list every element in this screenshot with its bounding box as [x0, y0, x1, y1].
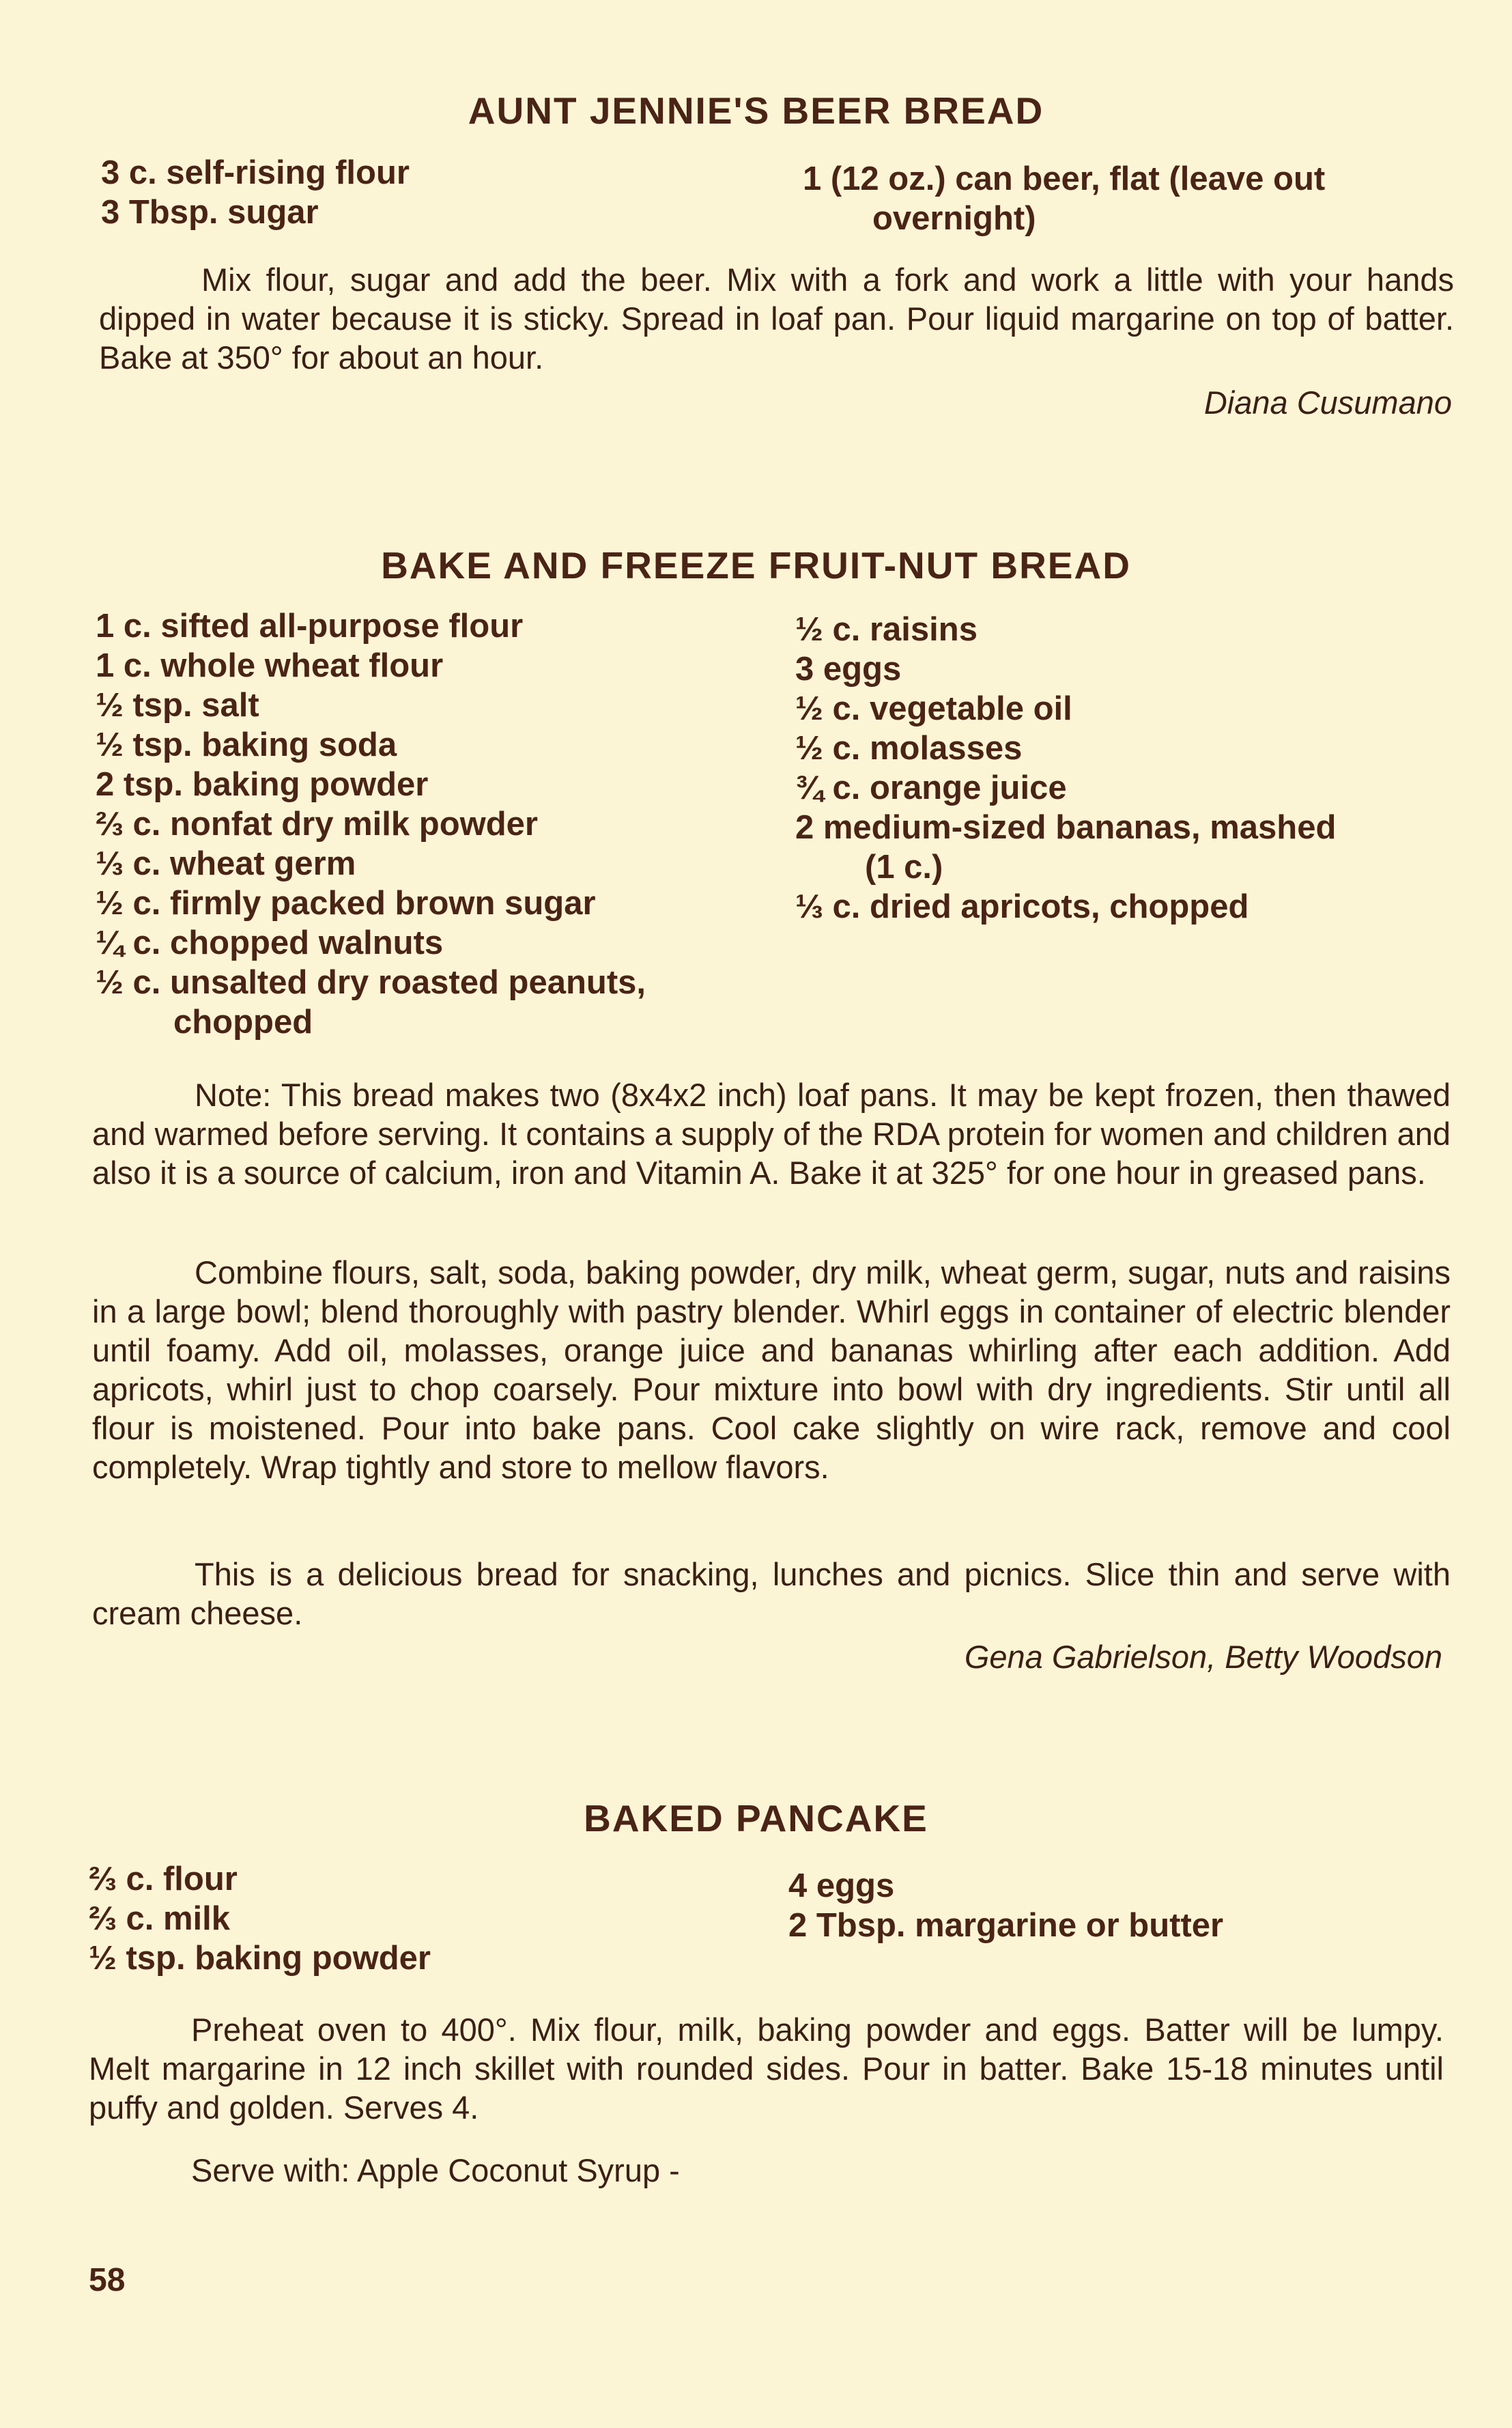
ingredient: 2 medium-sized bananas, mashed [795, 809, 1337, 846]
instructions-paragraph: Preheat oven to 400°. Mix flour, milk, baking powder and eggs. Batter will be lumpy. Melt margarine in 12 inch skillet with rounded sides. Pour in batter. Bake 15-18 minutes until puffy and golden. Serves 4. [89, 2011, 1444, 2126]
ingredient: ⅓ c. dried apricots, chopped [795, 888, 1249, 925]
ingredient: ½ c. firmly packed brown sugar [96, 885, 596, 922]
ingredient: 4 eggs [788, 1867, 895, 1904]
ingredients-left [96, 606, 646, 1042]
ingredient: ¼ c. chopped walnuts [96, 924, 444, 961]
ingredient: 3 eggs [795, 651, 902, 688]
instructions-paragraph: Mix flour, sugar and add the beer. Mix with a fork and work a little with your hands dipped in water because it is sticky. Spread in loaf pan. Pour liquid margarine on top of batter. Bake at 350° for about an hour. [99, 262, 1454, 376]
ingredient: 2 Tbsp. margarine or butter [788, 1907, 1224, 1944]
recipe-title: BAKED PANCAKE [584, 1797, 928, 1839]
ingredients-left [89, 1859, 431, 1978]
ingredient: 2 tsp. baking powder [96, 766, 429, 803]
ingredients-right [788, 1866, 1223, 1945]
ingredient: ⅔ c. flour [89, 1861, 238, 1897]
ingredient: ½ c. raisins [795, 611, 978, 648]
ingredient: 3 Tbsp. sugar [101, 194, 319, 231]
ingredient: ½ c. vegetable oil [795, 690, 1072, 727]
ingredient: ½ tsp. salt [96, 687, 259, 724]
contributor: Gena Gabrielson, Betty Woodson [964, 1639, 1442, 1675]
ingredient: 3 c. self-rising flour [101, 154, 410, 191]
ingredient: ½ c. molasses [795, 730, 1023, 767]
ingredient-continued: overnight) [872, 200, 1036, 237]
ingredient: ½ tsp. baking soda [96, 726, 397, 763]
ingredients-left [101, 153, 410, 232]
ingredients-right [795, 610, 1336, 927]
contributor: Diana Cusumano [1203, 384, 1452, 421]
ingredients-right [803, 159, 1325, 238]
note-paragraph: Note: This bread makes two (8x4x2 inch) loaf pans. It may be kept frozen, then thawed and warmed before serving. It contains a supply of the RDA protein for women and children and also it is a source of calcium, iron and Vitamin A. Bake it at 325° for one hour in greased pans. [92, 1077, 1451, 1191]
ingredient: ½ tsp. baking powder [89, 1940, 431, 1977]
page-number: 58 [89, 2262, 126, 2298]
recipe-title: AUNT JENNIE'S BEER BREAD [468, 89, 1044, 132]
ingredient-continued: chopped [173, 1004, 313, 1041]
ingredient: 1 c. sifted all-purpose flour [96, 608, 524, 645]
serving-paragraph: This is a delicious bread for snacking, lunches and picnics. Slice thin and serve with cream cheese. [92, 1556, 1451, 1631]
ingredient: ¾ c. orange juice [795, 770, 1067, 806]
instructions-paragraph: Combine flours, salt, soda, baking powder, dry milk, wheat germ, sugar, nuts and raisins in a large bowl; blend thoroughly with pastry blender. Whirl eggs in container of electric blender until foamy. Add oil, molasses, orange juice and bananas whirling after each addition. Add apricots, whirl just to chop coarsely. Pour mixture into bowl with dry ingredients. Stir until all flour is moistened. Pour into bake pans. Cool cake slightly on wire rack, remove and cool completely. Wrap tightly and store to mellow flavors. [92, 1254, 1451, 1485]
ingredient: ⅓ c. wheat germ [96, 845, 356, 882]
ingredient: ½ c. unsalted dry roasted peanuts, [96, 964, 646, 1001]
ingredient: 1 c. whole wheat flour [96, 647, 444, 684]
ingredient-continued: (1 c.) [865, 849, 943, 886]
ingredient: ⅔ c. nonfat dry milk powder [96, 806, 539, 843]
recipe-title: BAKE AND FREEZE FRUIT-NUT BREAD [381, 544, 1131, 587]
ingredient: 1 (12 oz.) can beer, flat (leave out [803, 160, 1326, 197]
serve-with-line: Serve with: Apple Coconut Syrup - [191, 2152, 680, 2188]
ingredient: ⅔ c. milk [89, 1900, 231, 1937]
